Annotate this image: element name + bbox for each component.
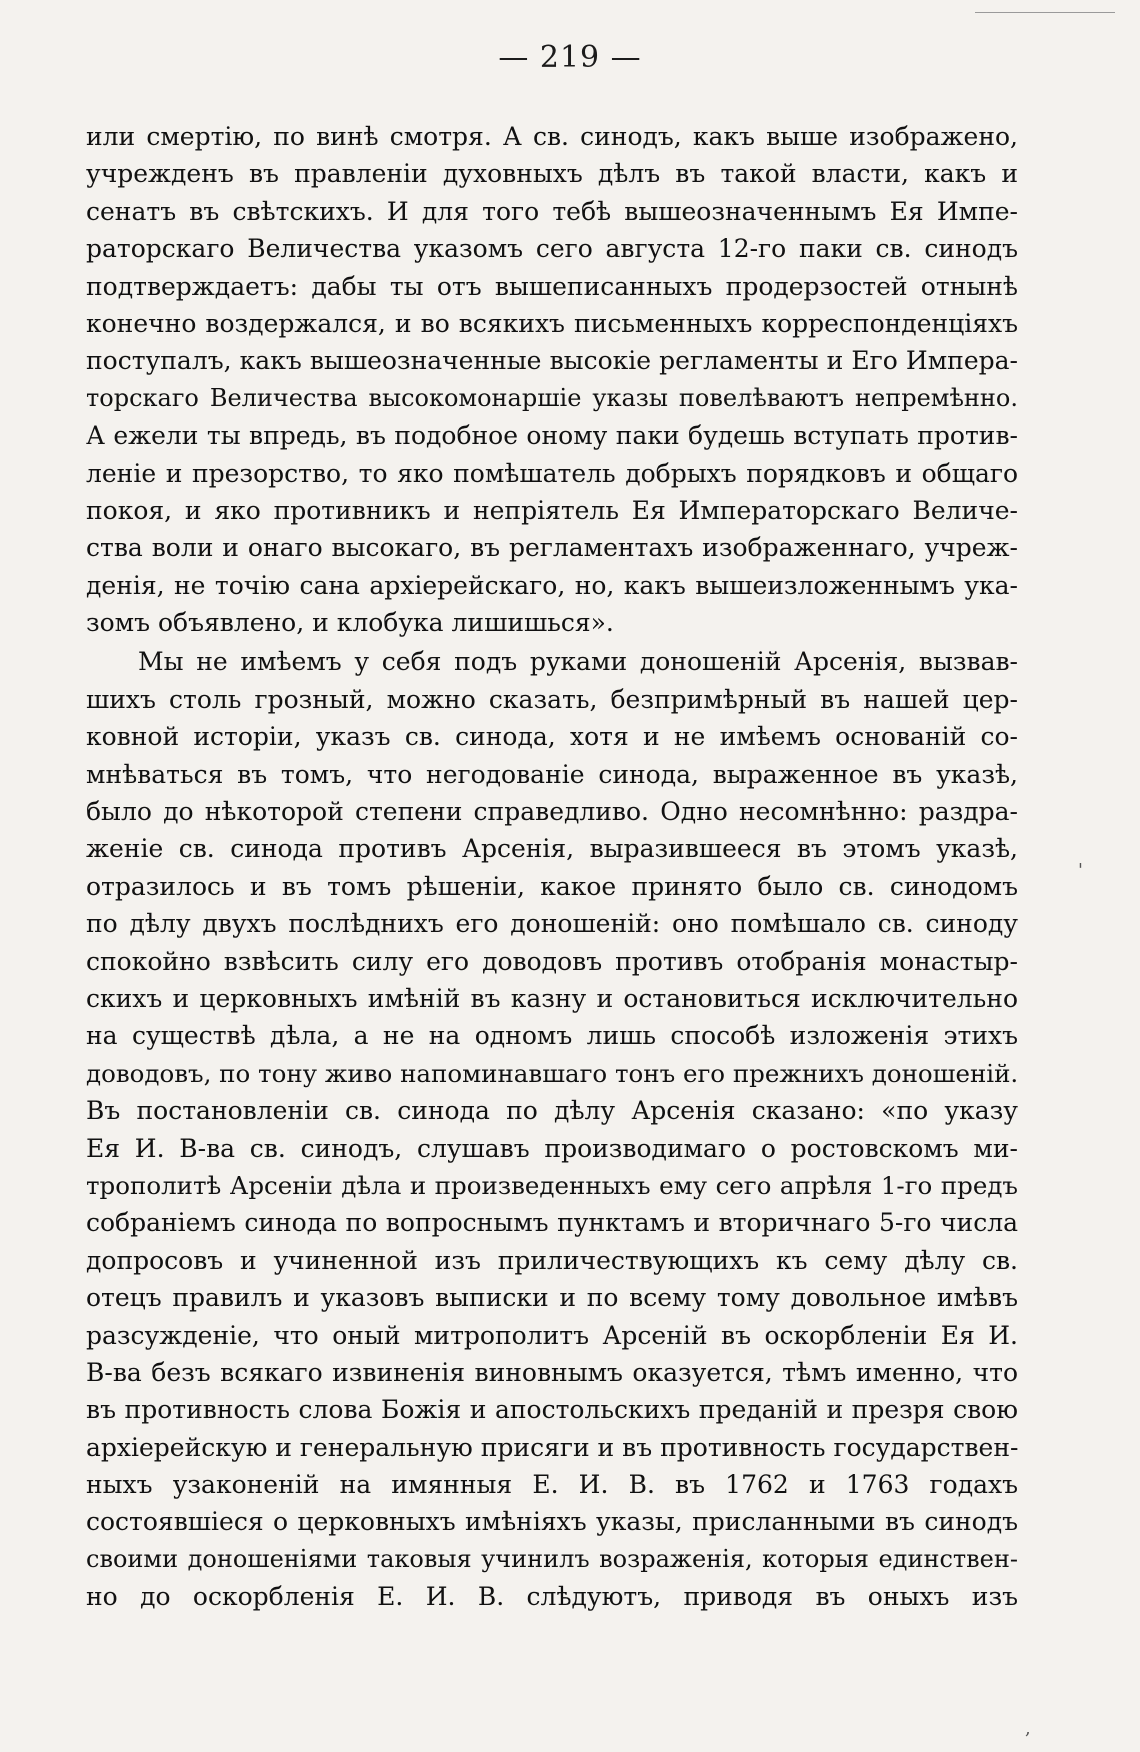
text-line: спокойно взвѣсить силу его доводовъ противъ отобранія монастыр-	[86, 946, 1018, 976]
text-line: ковной исторіи, указъ св. синода, хотя и не имѣемъ основаній со-	[86, 722, 1018, 752]
text-line: Ея И. В-ва св. синодъ, слушавъ производимаго о ростовскомъ ми-	[86, 1133, 1018, 1163]
text-line: конечно воздержался, и во всякихъ письменныхъ корреспонденціяхъ	[86, 308, 1018, 338]
text-line: леніе и презорство, то яко помѣшатель добрыхъ порядковъ и общаго	[86, 458, 1018, 488]
text-line: поступалъ, какъ вышеозначенные высокіе регламенты и Его Импера-	[86, 346, 1018, 376]
text-line: состоявшіеся о церковныхъ имѣніяхъ указы, присланными въ синодъ	[86, 1507, 1018, 1537]
text-line: денія, не точію сана архіерейскаго, но, какъ вышеизложеннымъ ука-	[86, 570, 1018, 600]
text-line: допросовъ и учиненной изъ приличествующихъ къ сему дѣлу св.	[86, 1245, 1018, 1275]
text-line: женіе св. синода противъ Арсенія, выразившееся въ этомъ указѣ,	[86, 834, 1018, 864]
text-line: трополитѣ Арсеніи дѣла и произведенныхъ ему сего апрѣля 1-го предъ	[86, 1170, 1018, 1200]
text-line: по дѣлу двухъ послѣднихъ его доношеній: оно помѣшало св. синоду	[86, 909, 1018, 939]
text-line: торскаго Величества высокомонаршіе указы повелѣваютъ непремѣнно.	[86, 383, 1018, 412]
text-line: покоя, и яко противникъ и непріятель Ея Императорскаго Величе-	[86, 495, 1018, 525]
page-number: — 219 —	[498, 40, 642, 75]
text-line: Въ постановленіи св. синода по дѣлу Арсенія сказано: «по указу	[86, 1096, 1018, 1126]
text-body	[86, 118, 1018, 1616]
text-line: отразилось и въ томъ рѣшеніи, какое принято было св. синодомъ	[86, 871, 1018, 901]
text-line: архіерейскую и генеральную присяги и въ противность государствен-	[86, 1432, 1018, 1462]
text-line: В-ва безъ всякаго извиненія виновнымъ оказуется, тѣмъ именно, что	[86, 1357, 1018, 1387]
text-line: но до оскорбленія Е. И. В. слѣдуютъ, приводя въ оныхъ изъ	[86, 1582, 1018, 1612]
text-line: зомъ объявлено, и клобука лишишься».	[86, 608, 614, 638]
text-line: мнѣваться въ томъ, что негодованіе синода, выраженное въ указѣ,	[86, 759, 1018, 789]
text-line: шихъ столь грозный, можно сказать, безпримѣрный въ нашей цер-	[86, 684, 1018, 714]
top-rule	[975, 12, 1115, 13]
text-line: подтверждаетъ: дабы ты отъ вышеписанныхъ продерзостей отнынѣ	[86, 271, 1018, 301]
text-line: доводовъ, по тону живо напоминавшаго тонъ его прежнихъ доношеній.	[86, 1058, 1018, 1088]
text-line: Мы не имѣемъ у себя подъ руками доношеній Арсенія, вызвав-	[138, 647, 1018, 677]
text-line: было до нѣкоторой степени справедливо. Одно несомнѣнно: раздра-	[86, 797, 1018, 827]
speck-mark: ,	[1025, 1718, 1031, 1739]
text-line: своими доношеніями таковыя учинилъ возраженія, которыя единствен-	[86, 1544, 1018, 1573]
text-line: на существѣ дѣла, а не на одномъ лишь способѣ изложенія этихъ	[86, 1021, 1018, 1051]
text-line: разсужденіе, что оный митрополитъ Арсеній въ оскорбленіи Ея И.	[86, 1320, 1018, 1350]
text-line: сенатъ въ свѣтскихъ. И для того тебѣ вышеозначеннымъ Ея Импе-	[86, 196, 1018, 226]
text-line: раторскаго Величества указомъ сего августа 12-го паки св. синодъ	[86, 234, 1018, 264]
text-line: отецъ правилъ и указовъ выписки и по всему тому довольное имѣвъ	[86, 1283, 1018, 1313]
text-line: въ противность слова Божія и апостольскихъ преданій и презря свою	[86, 1395, 1018, 1425]
text-line: ныхъ узаконеній на имянныя Е. И. В. въ 1762 и 1763 годахъ	[86, 1470, 1018, 1500]
text-line: скихъ и церковныхъ имѣній въ казну и остановиться исключительно	[86, 983, 1018, 1013]
text-line: собраніемъ синода по вопроснымъ пунктамъ и вторичнаго 5-го числа	[86, 1208, 1018, 1238]
text-line: учрежденъ въ правленіи духовныхъ дѣлъ въ такой власти, какъ и	[86, 159, 1018, 189]
speck-mark: '	[1078, 860, 1083, 881]
text-line: или смертію, по винѣ смотря. А св. синодъ, какъ выше изображено,	[86, 122, 1018, 151]
text-line: ства воли и онаго высокаго, въ регламентахъ изображеннаго, учреж-	[86, 533, 1018, 563]
text-line: А ежели ты впредь, въ подобное оному паки будешь вступать против-	[86, 421, 1018, 451]
